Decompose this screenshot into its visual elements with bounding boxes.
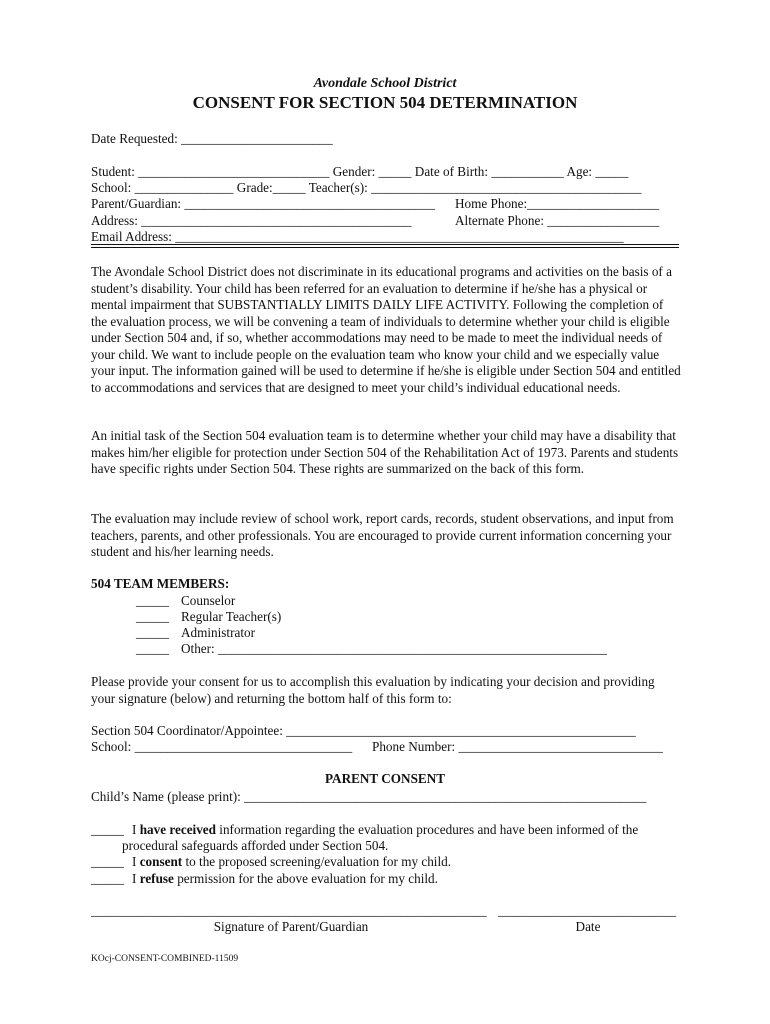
date-requested-field: Date Requested: _______________________ [91,131,333,146]
date-label: Date [575,919,601,934]
consent-request-paragraph: Please provide your consent for us to accomplish this evaluation by indicating your decision and providing your signature (below) and returning the bottom half of this form to: [91,674,655,706]
alternate-phone-field: Alternate Phone: _________________ [455,213,660,228]
consent-option-blank: _____ [91,854,124,869]
consent-option-received: I have received information regarding the evaluation procedures and have been informed of the [132,822,639,837]
signature-line: ____________________________________________________________ [91,903,487,918]
child-name-field: Child’s Name (please print): _____________________________________________________________ [91,789,647,804]
consent-option-blank: _____ [91,822,124,837]
coordinator-field: Section 504 Coordinator/Appointee: _____________________________________________________ [91,723,636,738]
evaluation-paragraph: The evaluation may include review of school work, report cards, records, student observations, and input from teachers, parents, and other professionals. You are encouraged to provide current information concerning your student and his/her learning needs. [91,511,674,559]
team-member-teacher: Regular Teacher(s) [181,609,282,624]
phone-number-field: Phone Number: _______________________________ [372,739,663,754]
parent-consent-heading: PARENT CONSENT [324,771,446,786]
form-code: KOcj-CONSENT-COMBINED-11509 [91,954,239,964]
consent-option-received-cont: procedural safeguards afforded under Section 504. [122,838,389,853]
team-member-counselor: Counselor [181,593,236,608]
team-member-other: Other: ___________________________________________________________ [181,641,608,656]
address-field: Address: _________________________________________ [91,213,412,228]
consent-option-refuse: I refuse permission for the above evaluation for my child. [132,871,438,886]
team-member-blank: _____ [136,593,169,608]
email-address-field: Email Address: ____________________________________________________________________ [91,229,624,244]
team-member-administrator: Administrator [181,625,255,640]
section-divider-double [91,247,679,248]
form-title: CONSENT FOR SECTION 504 DETERMINATION [192,93,578,112]
date-line: ___________________________ [498,903,677,918]
parent-guardian-field: Parent/Guardian: ______________________________________ [91,196,435,211]
team-member-blank: _____ [136,625,169,640]
signature-label: Signature of Parent/Guardian [213,919,369,934]
team-members-heading: 504 TEAM MEMBERS: [91,576,230,591]
team-member-blank: _____ [136,641,169,656]
section-divider [91,244,679,245]
intro-paragraph: The Avondale School District does not discriminate in its educational programs and activities on the basis of a student’s disability. Your child has been referred for an evaluation to determine if he/she has a physical or mental impairment that SUBSTANTIALLY LIMITS DAILY LIFE ACTIVITY. Following the completion of the evaluation process, we will be convening a team of individuals to determine whether your child is eligible under Section 504 and, if so, whether accommodations may need to be made to meet the individual needs of your child. We want to include people on the evaluation team who know your child and we especially value your input. The information gained will be used to determine if he/she is eligible under Section 504 and entitled to accommodations and services that are designed to meet your child’s individual educational needs. [91,264,681,395]
student-info-field: Student: _____________________________ Gender: _____ Date of Birth: ___________ Age: _____ [91,164,629,179]
consent-option-consent: I consent to the proposed screening/evaluation for my child. [132,854,452,869]
return-school-field: School: _________________________________ [91,739,353,754]
consent-option-blank: _____ [91,871,124,886]
school-grade-teacher-field: School: _______________ Grade:_____ Teacher(s): _________________________________________ [91,180,642,195]
home-phone-field: Home Phone:____________________ [455,196,660,211]
task-paragraph: An initial task of the Section 504 evaluation team is to determine whether your child may have a disability that makes him/her eligible for protection under Section 504 of the Rehabilitation Act of 1973. Parents and students have specific rights under Section 504. These rights are summarized on the back of this form. [91,428,679,476]
district-name: Avondale School District [313,76,457,91]
team-member-blank: _____ [136,609,169,624]
